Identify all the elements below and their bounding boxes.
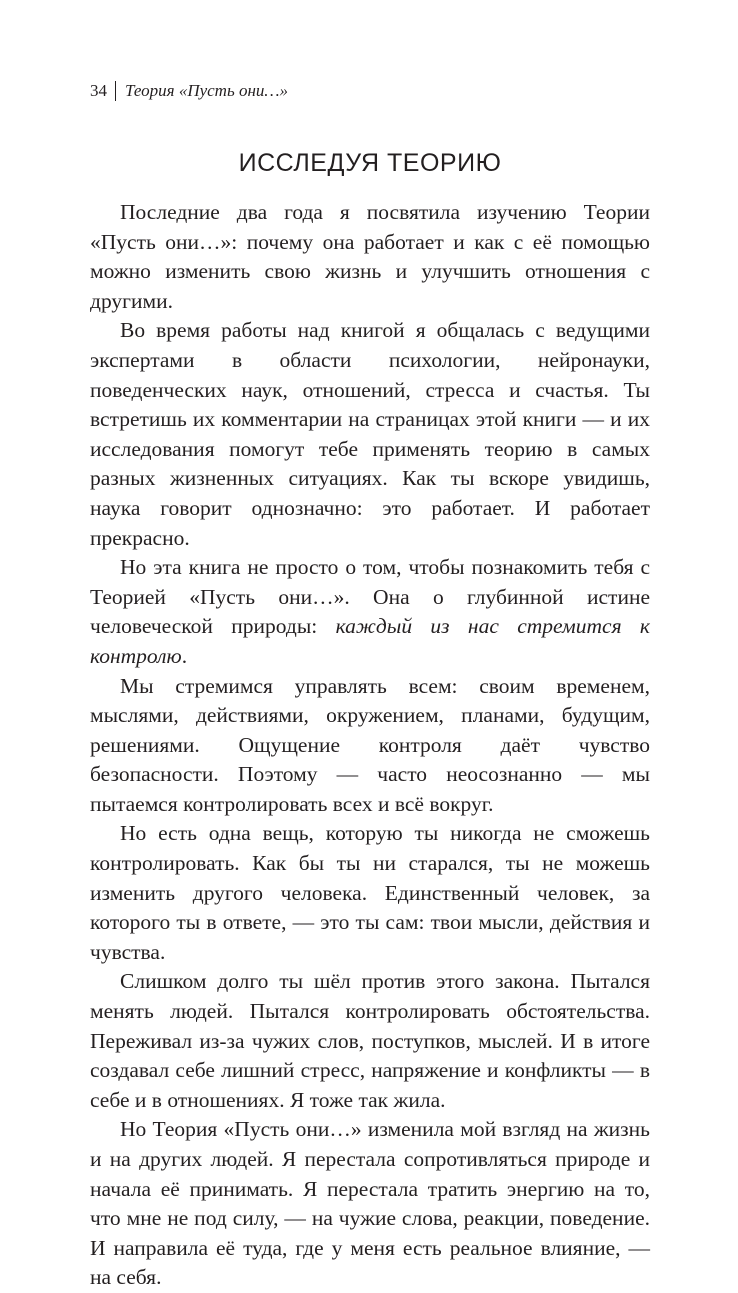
paragraph-1: Последние два года я посвятила изучению Теории «Пусть они…»: почему она работает и как с её помощью можно изменить свою жизнь и улучшить отношения с другими. bbox=[90, 200, 650, 313]
running-title: Теория «Пусть они…» bbox=[125, 81, 288, 100]
book-page bbox=[90, 80, 650, 1293]
paragraph-3-emphasis: каждый из нас стремится к контролю bbox=[90, 614, 650, 668]
paragraph-3 bbox=[90, 553, 650, 671]
paragraph-7: Но Теория «Пусть они…» изменила мой взгляд на жизнь и на других людей. Я перестала сопротивляться природе и начала её принимать. Я перестала тратить энергию на то, что мне не под силу, — на чужие слова, реакции, поведение. И направила её туда, где у меня есть реальное влияние, — на себя. bbox=[90, 1117, 650, 1290]
paragraph-3-start: Но эта книга не просто о том, чтобы познакомить тебя с Теорией «Пусть они…». Она о глубинной истине человеческой природы: bbox=[90, 555, 650, 639]
chapter-title: ИССЛЕДУЯ ТЕОРИЮ bbox=[238, 149, 502, 177]
paragraph-3-end: . bbox=[181, 643, 188, 668]
paragraph-5: Но есть одна вещь, которую ты никогда не сможешь контролировать. Как бы ты ни старался, ты не можешь изменить другого человека. Единственный человек, за которого ты в ответе, — это ты сам: твои мысли, действия и чувства. bbox=[90, 821, 650, 964]
paragraph-4: Мы стремимся управлять всем: своим временем, мыслями, действиями, окружением, планами, будущим, решениями. Ощущение контроля даёт чувство безопасности. Поэтому — часто неосознанно — мы пытаемся контролировать всех и всё вокруг. bbox=[90, 673, 650, 816]
header-divider bbox=[115, 81, 116, 101]
paragraph-2: Во время работы над книгой я общалась с ведущими экспертами в области психологии, нейронауки, поведенческих наук, отношений, стресса и счастья. Ты встретишь их комментарии на страницах этой книги — и их исследования помогут тебе применять теорию в самых разных жизненных ситуациях. Как ты вскоре увидишь, наука говорит однозначно: это работает. И работает прекрасно. bbox=[90, 318, 650, 550]
running-head bbox=[90, 80, 650, 102]
page-number: 34 bbox=[90, 81, 107, 100]
body-text bbox=[90, 198, 650, 1293]
paragraph-6: Слишком долго ты шёл против этого закона. Пытался менять людей. Пытался контролировать обстоятельства. Переживал из-за чужих слов, поступков, мыслей. И в итоге создавал себе лишний стресс, напряжение и конфликты — в себе и в отношениях. Я тоже так жила. bbox=[90, 969, 650, 1112]
